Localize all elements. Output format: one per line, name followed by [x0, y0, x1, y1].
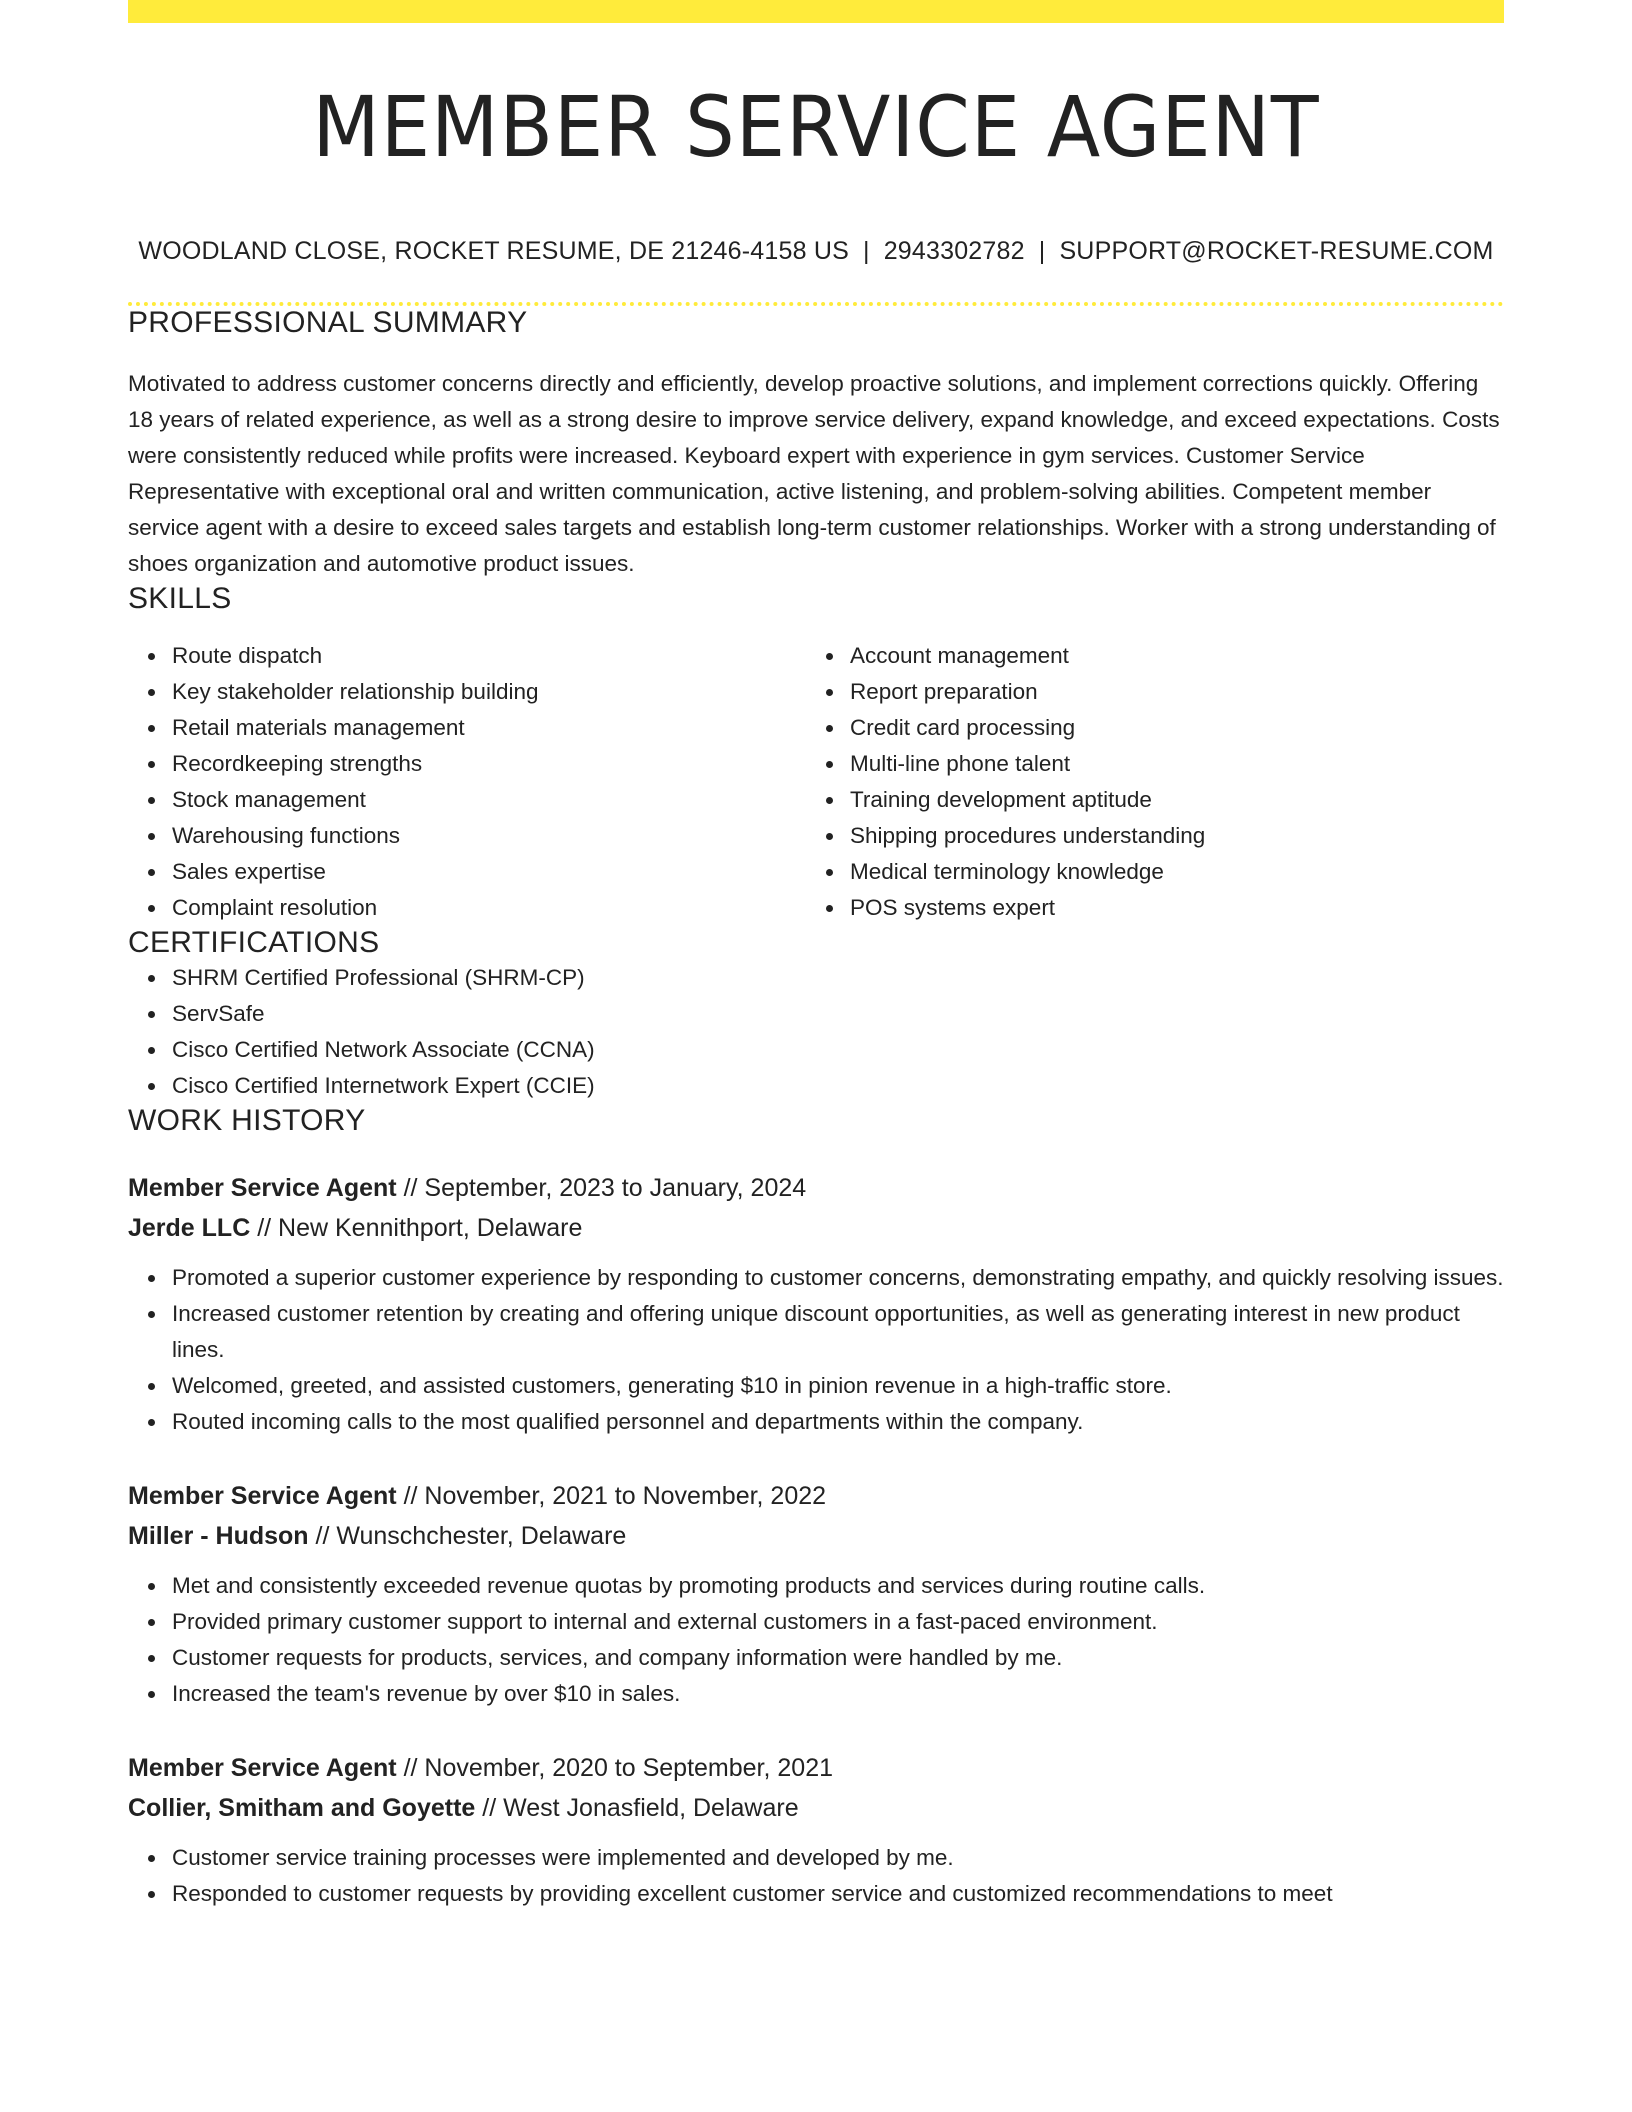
contact-separator: |	[862, 237, 870, 265]
job-company-line	[128, 1516, 1504, 1556]
job-role: Member Service Agent	[128, 1482, 397, 1510]
skill-item: POS systems expert	[850, 890, 1484, 926]
job-role-line	[128, 1476, 1504, 1516]
skill-item: Complaint resolution	[172, 890, 806, 926]
certification-item: ServSafe	[172, 996, 1504, 1032]
job-entry	[128, 1168, 1504, 1440]
skill-item: Training development aptitude	[850, 782, 1484, 818]
skill-item: Key stakeholder relationship building	[172, 674, 806, 710]
skill-item: Credit card processing	[850, 710, 1484, 746]
skill-item: Stock management	[172, 782, 806, 818]
resume-page	[128, 0, 1504, 1912]
job-bullets	[128, 1568, 1504, 1712]
skill-item: Multi-line phone talent	[850, 746, 1484, 782]
skill-item: Retail materials management	[172, 710, 806, 746]
job-bullets	[128, 1260, 1504, 1440]
skills-list-left	[128, 638, 806, 926]
job-bullet: Welcomed, greeted, and assisted customers, generating $10 in pinion revenue in a high-traffic store.	[172, 1368, 1504, 1404]
skill-item: Route dispatch	[172, 638, 806, 674]
skills-columns	[128, 638, 1504, 926]
section-title-skills: SKILLS	[128, 582, 232, 615]
certifications-list	[128, 960, 1504, 1104]
job-bullet: Increased customer retention by creating and offering unique discount opportunities, as well as generating interest in new product lines.	[172, 1296, 1504, 1368]
section-title-work-history: WORK HISTORY	[128, 1104, 366, 1137]
job-bullet: Routed incoming calls to the most qualified personnel and departments within the company.	[172, 1404, 1504, 1440]
skill-item: Medical terminology knowledge	[850, 854, 1484, 890]
contact-address: WOODLAND CLOSE, ROCKET RESUME, DE 21246-4158 US	[138, 237, 849, 265]
job-dates: // November, 2021 to November, 2022	[396, 1482, 827, 1510]
contact-phone: 2943302782	[883, 237, 1025, 265]
job-bullet: Increased the team's revenue by over $10 in sales.	[172, 1676, 1504, 1712]
summary-text: Motivated to address customer concerns directly and efficiently, develop proactive solutions, and implement corrections quickly. Offering 18 years of related experience, as well as a strong desire to improve service delivery, expand knowledge, and exceed expectations. Costs were consistently reduced while profits were increased. Keyboard expert with experience in gym services. Customer Service Representative with exceptional oral and written communication, active listening, and problem-solving abilities. Competent member service agent with a desire to exceed sales targets and establish long-term customer relationships. Worker with a strong understanding of shoes organization and automotive product issues.	[128, 371, 1500, 576]
contact-email: SUPPORT@ROCKET-RESUME.COM	[1059, 237, 1494, 265]
job-bullet: Responded to customer requests by providing excellent customer service and customized recommendations to meet	[172, 1876, 1504, 1912]
job-bullet: Customer service training processes were implemented and developed by me.	[172, 1840, 1504, 1876]
job-role-line	[128, 1168, 1504, 1208]
resume-title: MEMBER SERVICE AGENT	[312, 78, 1320, 176]
skill-item: Recordkeeping strengths	[172, 746, 806, 782]
job-company: Miller - Hudson	[128, 1522, 309, 1550]
section-title-certifications: CERTIFICATIONS	[128, 926, 380, 959]
job-company: Jerde LLC	[128, 1214, 251, 1242]
job-dates: // November, 2020 to September, 2021	[396, 1754, 834, 1782]
job-location: // New Kennithport, Delaware	[250, 1214, 583, 1242]
job-bullet: Met and consistently exceeded revenue quotas by promoting products and services during routine calls.	[172, 1568, 1504, 1604]
skill-item: Warehousing functions	[172, 818, 806, 854]
contact-line	[128, 237, 1504, 266]
job-role: Member Service Agent	[128, 1174, 397, 1202]
skill-item: Account management	[850, 638, 1484, 674]
job-dates: // September, 2023 to January, 2024	[396, 1174, 807, 1202]
skills-list-right	[806, 638, 1484, 926]
skill-item: Report preparation	[850, 674, 1484, 710]
job-role: Member Service Agent	[128, 1754, 397, 1782]
job-entry	[128, 1476, 1504, 1712]
job-bullet: Promoted a superior customer experience by responding to customer concerns, demonstrating empathy, and quickly resolving issues.	[172, 1260, 1504, 1296]
job-bullet: Customer requests for products, services, and company information were handled by me.	[172, 1640, 1504, 1676]
job-company-line	[128, 1208, 1504, 1248]
certification-item: Cisco Certified Internetwork Expert (CCIE)	[172, 1068, 1504, 1104]
job-role-line	[128, 1748, 1504, 1788]
top-accent-bar	[128, 0, 1504, 23]
job-bullet: Provided primary customer support to internal and external customers in a fast-paced environment.	[172, 1604, 1504, 1640]
job-company-line	[128, 1788, 1504, 1828]
job-company: Collier, Smitham and Goyette	[128, 1794, 476, 1822]
skill-item: Sales expertise	[172, 854, 806, 890]
skill-item: Shipping procedures understanding	[850, 818, 1484, 854]
certification-item: Cisco Certified Network Associate (CCNA)	[172, 1032, 1504, 1068]
job-entry	[128, 1748, 1504, 1912]
certification-item: SHRM Certified Professional (SHRM-CP)	[172, 960, 1504, 996]
contact-separator: |	[1038, 237, 1046, 265]
job-location: // West Jonasfield, Delaware	[475, 1794, 799, 1822]
section-title-summary: PROFESSIONAL SUMMARY	[128, 306, 528, 339]
job-bullets	[128, 1840, 1504, 1912]
job-location: // Wunschchester, Delaware	[308, 1522, 627, 1550]
